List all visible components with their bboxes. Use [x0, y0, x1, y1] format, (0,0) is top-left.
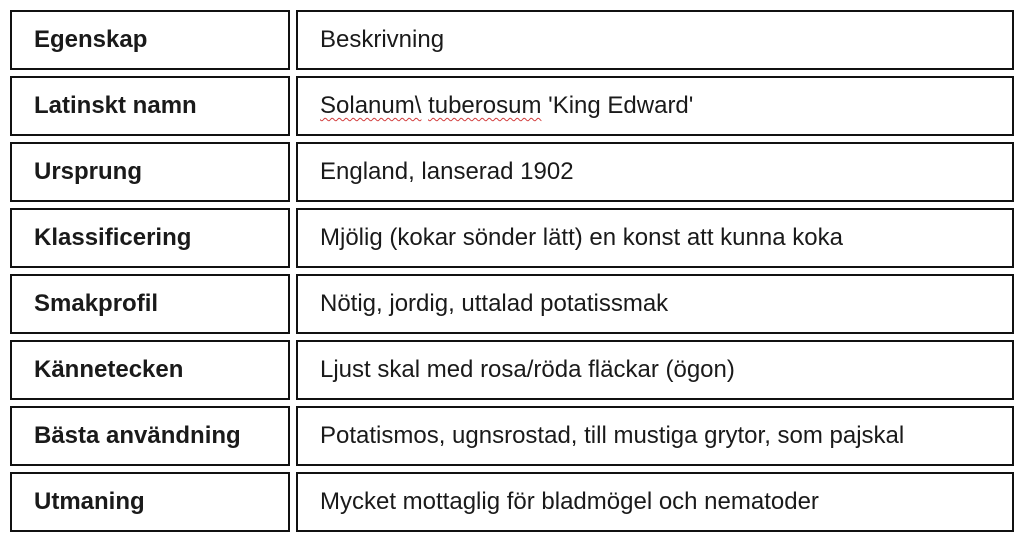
row-property: Ursprung	[10, 142, 290, 202]
row-property: Klassificering	[10, 208, 290, 268]
row-description: Potatismos, ugnsrostad, till mustiga grytor, som pajskal	[296, 406, 1014, 466]
table-row	[10, 142, 1014, 208]
row-property: Smakprofil	[10, 274, 290, 334]
table-row	[10, 340, 1014, 406]
row-property: Kännetecken	[10, 340, 290, 400]
misspelled-word[interactable]: Solanum\	[320, 92, 422, 119]
text-space	[421, 92, 428, 120]
row-description: Mjölig (kokar sönder lätt) en konst att kunna koka	[296, 208, 1014, 268]
row-description	[296, 76, 1014, 136]
table-row	[10, 274, 1014, 340]
table-row	[10, 208, 1014, 274]
row-description: Ljust skal med rosa/röda fläckar (ögon)	[296, 340, 1014, 400]
row-description: Nötig, jordig, uttalad potatissmak	[296, 274, 1014, 334]
header-property: Egenskap	[10, 10, 290, 70]
row-property: Bästa användning	[10, 406, 290, 466]
table-header-row	[10, 10, 1014, 76]
potato-properties-table	[10, 10, 1014, 538]
row-property: Utmaning	[10, 472, 290, 532]
header-description: Beskrivning	[296, 10, 1014, 70]
table-row	[10, 406, 1014, 472]
misspelled-word[interactable]: tuberosum	[428, 92, 542, 119]
row-property: Latinskt namn	[10, 76, 290, 136]
table-row	[10, 472, 1014, 538]
row-description: Mycket mottaglig för bladmögel och nematoder	[296, 472, 1014, 532]
text-segment: 'King Edward'	[541, 92, 694, 119]
table-row	[10, 76, 1014, 142]
row-description: England, lanserad 1902	[296, 142, 1014, 202]
